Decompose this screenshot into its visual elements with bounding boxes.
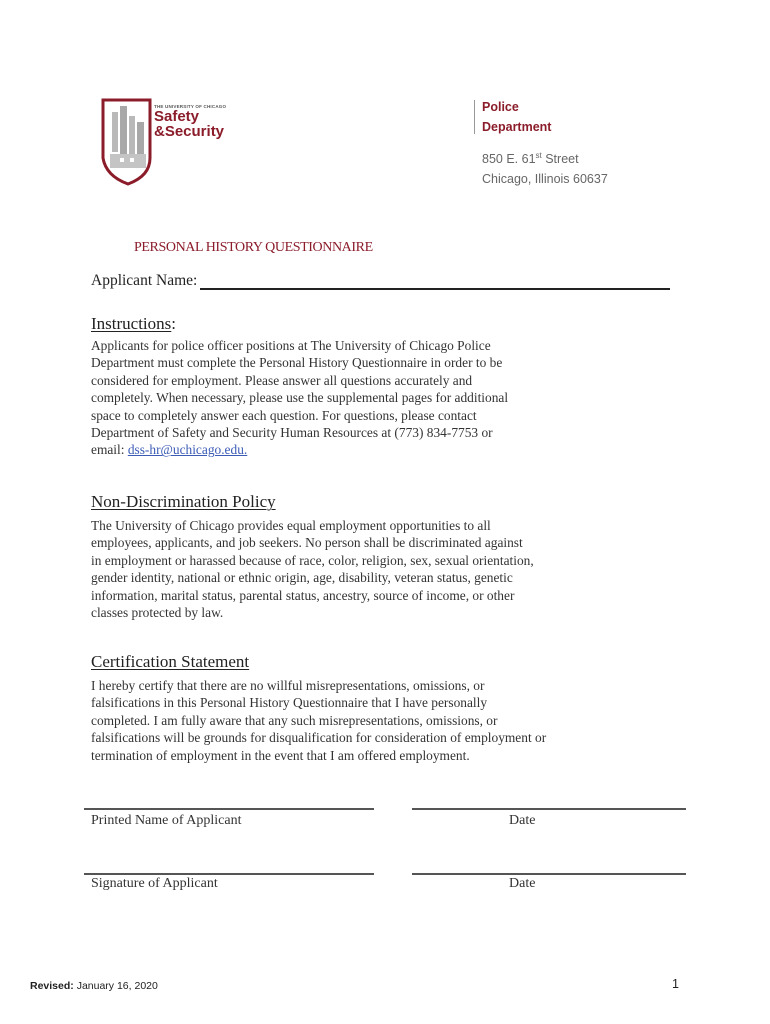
nondiscrimination-text [91,517,591,621]
certification-line: falsifications in this Personal History Questionnaire that I have personally [91,695,488,711]
nondiscrimination-line: gender identity, national or ethnic origin, age, disability, veteran status, genetic [91,570,513,586]
nondiscrimination-line: information, marital status, parental status, ancestry, source of income, or other [91,587,515,603]
email-prefix: email: [91,442,128,458]
certification-heading [91,652,249,672]
address-street-number: 850 E. 61 [482,152,536,167]
department-line-2: Department [482,120,552,134]
department-line-1: Police [482,100,519,114]
page-number: 1 [672,977,679,991]
instructions-line: space to completely answer each question. For questions, please contact [91,407,477,423]
logo-wordmark [154,104,226,139]
instructions-line: considered for employment. Please answer all questions accurately and [91,372,473,388]
certification-text [91,677,591,764]
address-street-name: Street [541,152,579,167]
certification-heading-text: Certification Statement [91,652,250,671]
nondiscrimination-heading [91,492,276,512]
date-field-1[interactable] [412,808,686,810]
revised-date [30,980,158,992]
nondiscrimination-line: The University of Chicago provides equal employment opportunities to all [91,518,491,533]
instructions-line: Department of Safety and Security Human Resources at (773) 834-7753 or [91,425,493,441]
instructions-heading-text: Instructions [91,314,172,333]
nondiscrimination-heading-text: Non-Discrimination Policy [91,492,276,511]
date-field-2[interactable] [412,873,686,875]
email-link[interactable]: dss-hr@uchicago.edu. [127,442,248,458]
logo-small-text: THE UNIVERSITY OF CHICAGO [154,104,227,109]
revised-date-value: January 16, 2020 [73,980,158,992]
logo-line-2: &Security [154,123,225,140]
nondiscrimination-line: employees, applicants, and job seekers. No person shall be discriminated against [91,535,523,551]
revised-label: Revised: [30,980,74,992]
signature-label: Signature of Applicant [91,876,218,891]
instructions-heading-colon: : [171,314,177,333]
logo-line-1: Safety [154,108,200,125]
header-divider [474,100,475,134]
address-superscript: st [535,151,542,160]
certification-line: termination of employment in the event that I am offered employment. [91,747,470,763]
instructions-line: completely. When necessary, please use the supplemental pages for additional [91,390,509,406]
printed-name-field[interactable] [84,808,374,810]
nondiscrimination-line: in employment or harassed because of race, color, religion, sex, sexual orientation, [91,552,534,568]
applicant-name-field[interactable] [200,288,670,290]
department-name [482,97,551,137]
instructions-heading [91,314,176,334]
instructions-line: Department must complete the Personal History Questionnaire in order to be [91,355,503,371]
address-line-1 [482,146,608,169]
instructions-text [91,337,591,459]
date-label-1: Date [509,813,536,828]
printed-name-label: Printed Name of Applicant [91,813,242,828]
address [482,146,608,189]
address-line-2: Chicago, Illinois 60637 [482,172,608,187]
date-label-2: Date [509,876,536,891]
signature-field[interactable] [84,873,374,875]
applicant-name-label: Applicant Name: [91,272,198,289]
certification-line: I hereby certify that there are no willful misrepresentations, omissions, or [91,678,485,693]
page-title: PERSONAL HISTORY QUESTIONNAIRE [134,240,373,255]
nondiscrimination-line: classes protected by law. [91,605,224,621]
instructions-line [91,441,591,458]
instructions-line: Applicants for police officer positions at The University of Chicago Police [91,338,491,353]
certification-line: completed. I am fully aware that any such misrepresentations, omissions, or [91,712,498,728]
certification-line: falsifications will be grounds for disqualification for consideration of employment or [91,730,547,746]
